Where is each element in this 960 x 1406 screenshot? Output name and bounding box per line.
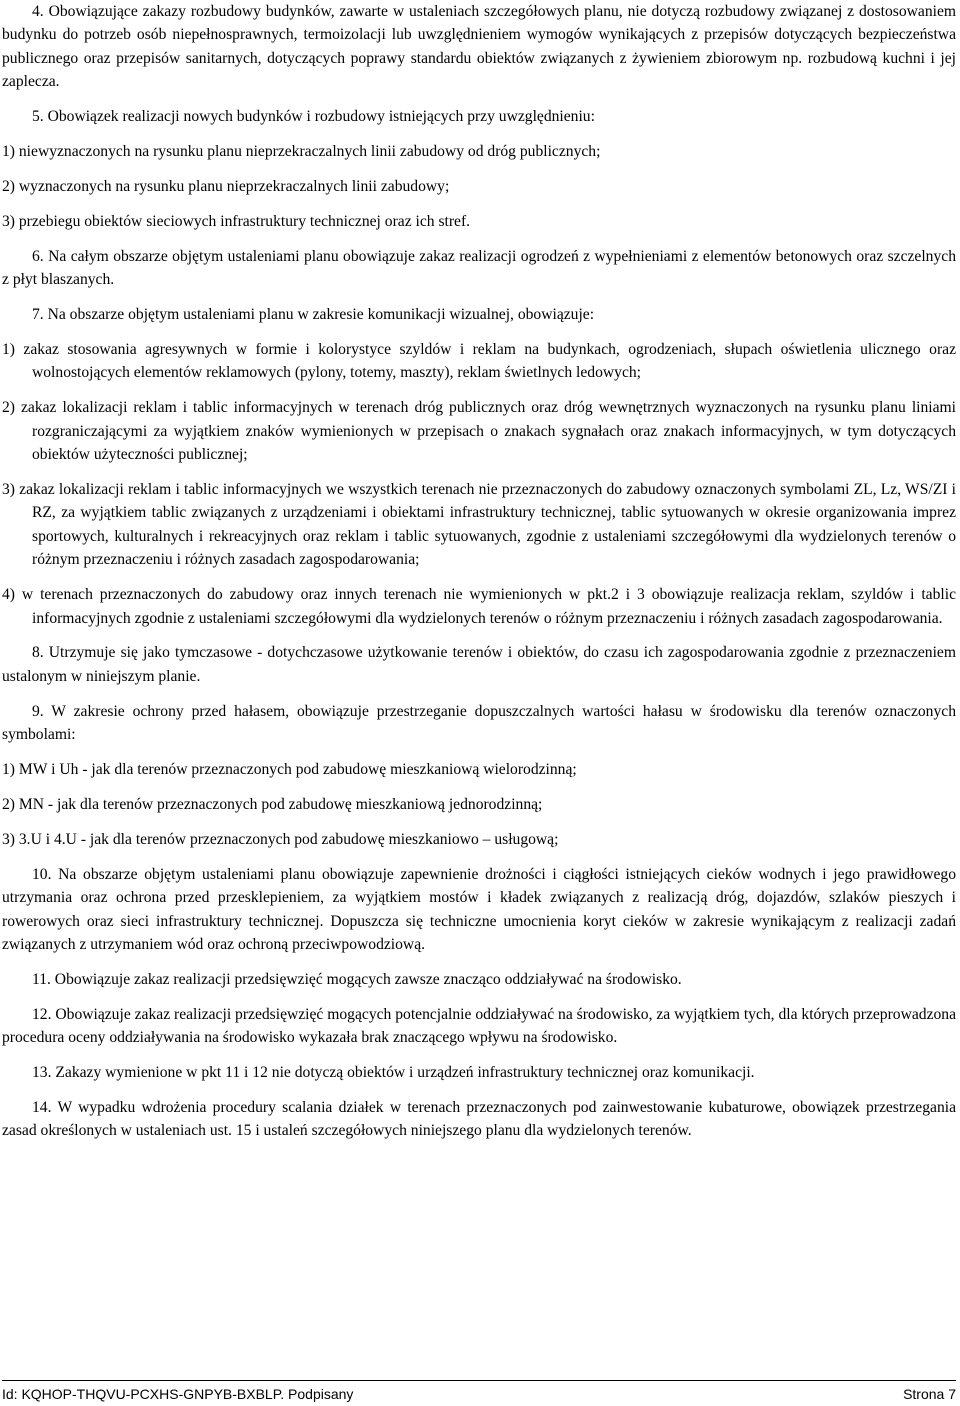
list-item: 2) zakaz lokalizacji reklam i tablic informacyjnych w terenach dróg publicznych oraz dróg wewnętrznych wyznaczonych na rysunku planu liniami rozgraniczającymi za wyjątkiem znaków wymienionych w przepisach o znakach sygnałach oraz znakach informacyjnych, w tym dotyczących obiektów użyteczności publicznej; [2, 399, 956, 464]
list-item: 1) niewyznaczonych na rysunku planu nieprzekraczalnych linii zabudowy od dróg publicznych; [2, 143, 601, 161]
paragraph-4: 4. Obowiązujące zakazy rozbudowy budynków, zawarte w ustaleniach szczegółowych planu, nie dotyczą rozbudowy związanej z dostosowaniem budynku do potrzeb osób niepełnosprawnych, termoizolacji lub uwzględnieniem wymogów wynikających z przepisów dotyczących bezpieczeństwa publicznego oraz przepisów sanitarnych, dotyczących poprawy standardu obiektów związanych z żywieniem zbiorowym np. rozbudową kuchni i jej zaplecza. [2, 3, 956, 91]
document-body [2, 0, 956, 1143]
paragraph-9: 9. W zakresie ochrony przed hałasem, obowiązuje przestrzeganie dopuszczalnych wartości hałasu w środowisku dla terenów oznaczonych symbolami: [2, 702, 956, 744]
list-item: 3) przebiegu obiektów sieciowych infrastruktury technicznej oraz ich stref. [2, 212, 471, 230]
page-number: Strona 7 [903, 1386, 956, 1402]
list-item: 1) MW i Uh - jak dla terenów przeznaczonych pod zabudowę mieszkaniową wielorodzinną; [2, 761, 577, 779]
paragraph-5: 5. Obowiązek realizacji nowych budynków i rozbudowy istniejących przy uwzględnieniu: [32, 108, 595, 126]
paragraph-13: 13. Zakazy wymienione w pkt 11 i 12 nie dotyczą obiektów i urządzeń infrastruktury technicznej oraz komunikacji. [32, 1064, 755, 1082]
paragraph-11: 11. Obowiązuje zakaz realizacji przedsięwzięć mogących zawsze znacząco oddziaływać na środowisko. [32, 970, 682, 988]
page-footer [2, 1380, 956, 1402]
paragraph-7: 7. Na obszarze objętym ustaleniami planu w zakresie komunikacji wizualnej, obowiązuje: [32, 306, 595, 324]
paragraph-12: 12. Obowiązuje zakaz realizacji przedsięwzięć mogących potencjalnie oddziaływać na środowisko, za wyjątkiem tych, dla których przeprowadzona procedura oceny oddziaływania na środowisko wykazała brak znaczącego wpływu na środowisko. [2, 1005, 956, 1047]
list-item: 3) 3.U i 4.U - jak dla terenów przeznaczonych pod zabudowę mieszkaniowo – usługową; [2, 830, 559, 848]
list-item: 4) w terenach przeznaczonych do zabudowy oraz innych terenach nie wymienionych w pkt.2 i 3 obowiązuje realizacja reklam, szyldów i tablic informacyjnych zgodnie z ustaleniami szczegółowymi dla wydzielonych terenów o różnym przeznaczeniu i różnych zasadach zagospodarowania. [2, 586, 956, 627]
paragraph-6: 6. Na całym obszarze objętym ustaleniami planu obowiązuje zakaz realizacji ogrodzeń z wypełnieniami z elementów betonowych oraz szczelnych z płyt blaszanych. [2, 247, 956, 289]
document-id: Id: KQHOP-THQVU-PCXHS-GNPYB-BXBLP. Podpisany [2, 1386, 354, 1402]
list-item: 2) wyznaczonych na rysunku planu nieprzekraczalnych linii zabudowy; [2, 177, 450, 195]
paragraph-10: 10. Na obszarze objętym ustaleniami planu obowiązuje zapewnienie drożności i ciągłości istniejących cieków wodnych i jego prawidłowego utrzymania oraz ochrona przed przesklepieniem, za wyjątkiem mostów i kładek związanych z realizacją dróg, dojazdów, szlaków pieszych i rowerowych oraz sieci infrastruktury technicznej. Dopuszcza się techniczne umocnienia koryt cieków w zakresie wynikającym z realizacji zadań związanych z utrzymaniem wód oraz ochroną przeciwpowodziową. [2, 865, 956, 953]
list-item: 3) zakaz lokalizacji reklam i tablic informacyjnych we wszystkich terenach nie przeznaczonych do zabudowy oznaczonych symbolami ZL, Lz, WS/ZI i RZ, za wyjątkiem tablic związanych z urządzeniami i obiektami infrastruktury technicznej, tablic sytuowanych w okresie organizowania imprez sportowych, kulturalnych i rekreacyjnych oraz reklam i tablic sytuowanych, zgodnie z ustaleniami szczegółowymi dla wydzielonych terenów o różnym przeznaczeniu i różnych zasadach zagospodarowania; [2, 481, 956, 569]
paragraph-8: 8. Utrzymuje się jako tymczasowe - dotychczasowe użytkowanie terenów i obiektów, do czasu ich zagospodarowania zgodnie z przeznaczeniem ustalonym w niniejszym planie. [2, 644, 956, 685]
list-item: 2) MN - jak dla terenów przeznaczonych pod zabudowę mieszkaniową jednorodzinną; [2, 795, 543, 813]
list-item: 1) zakaz stosowania agresywnych w formie i kolorystyce szyldów i reklam na budynkach, ogrodzeniach, słupach oświetlenia ulicznego oraz wolnostojących elementów reklamowych (pylony, totemy, maszty), reklam świetlnych ledowych; [2, 340, 956, 382]
paragraph-14: 14. W wypadku wdrożenia procedury scalania działek w terenach przeznaczonych pod zainwestowanie kubaturowe, obowiązek przestrzegania zasad określonych w ustaleniach ust. 15 i ustaleń szczegółowych niniejszego planu dla wydzielonych terenów. [2, 1099, 956, 1140]
